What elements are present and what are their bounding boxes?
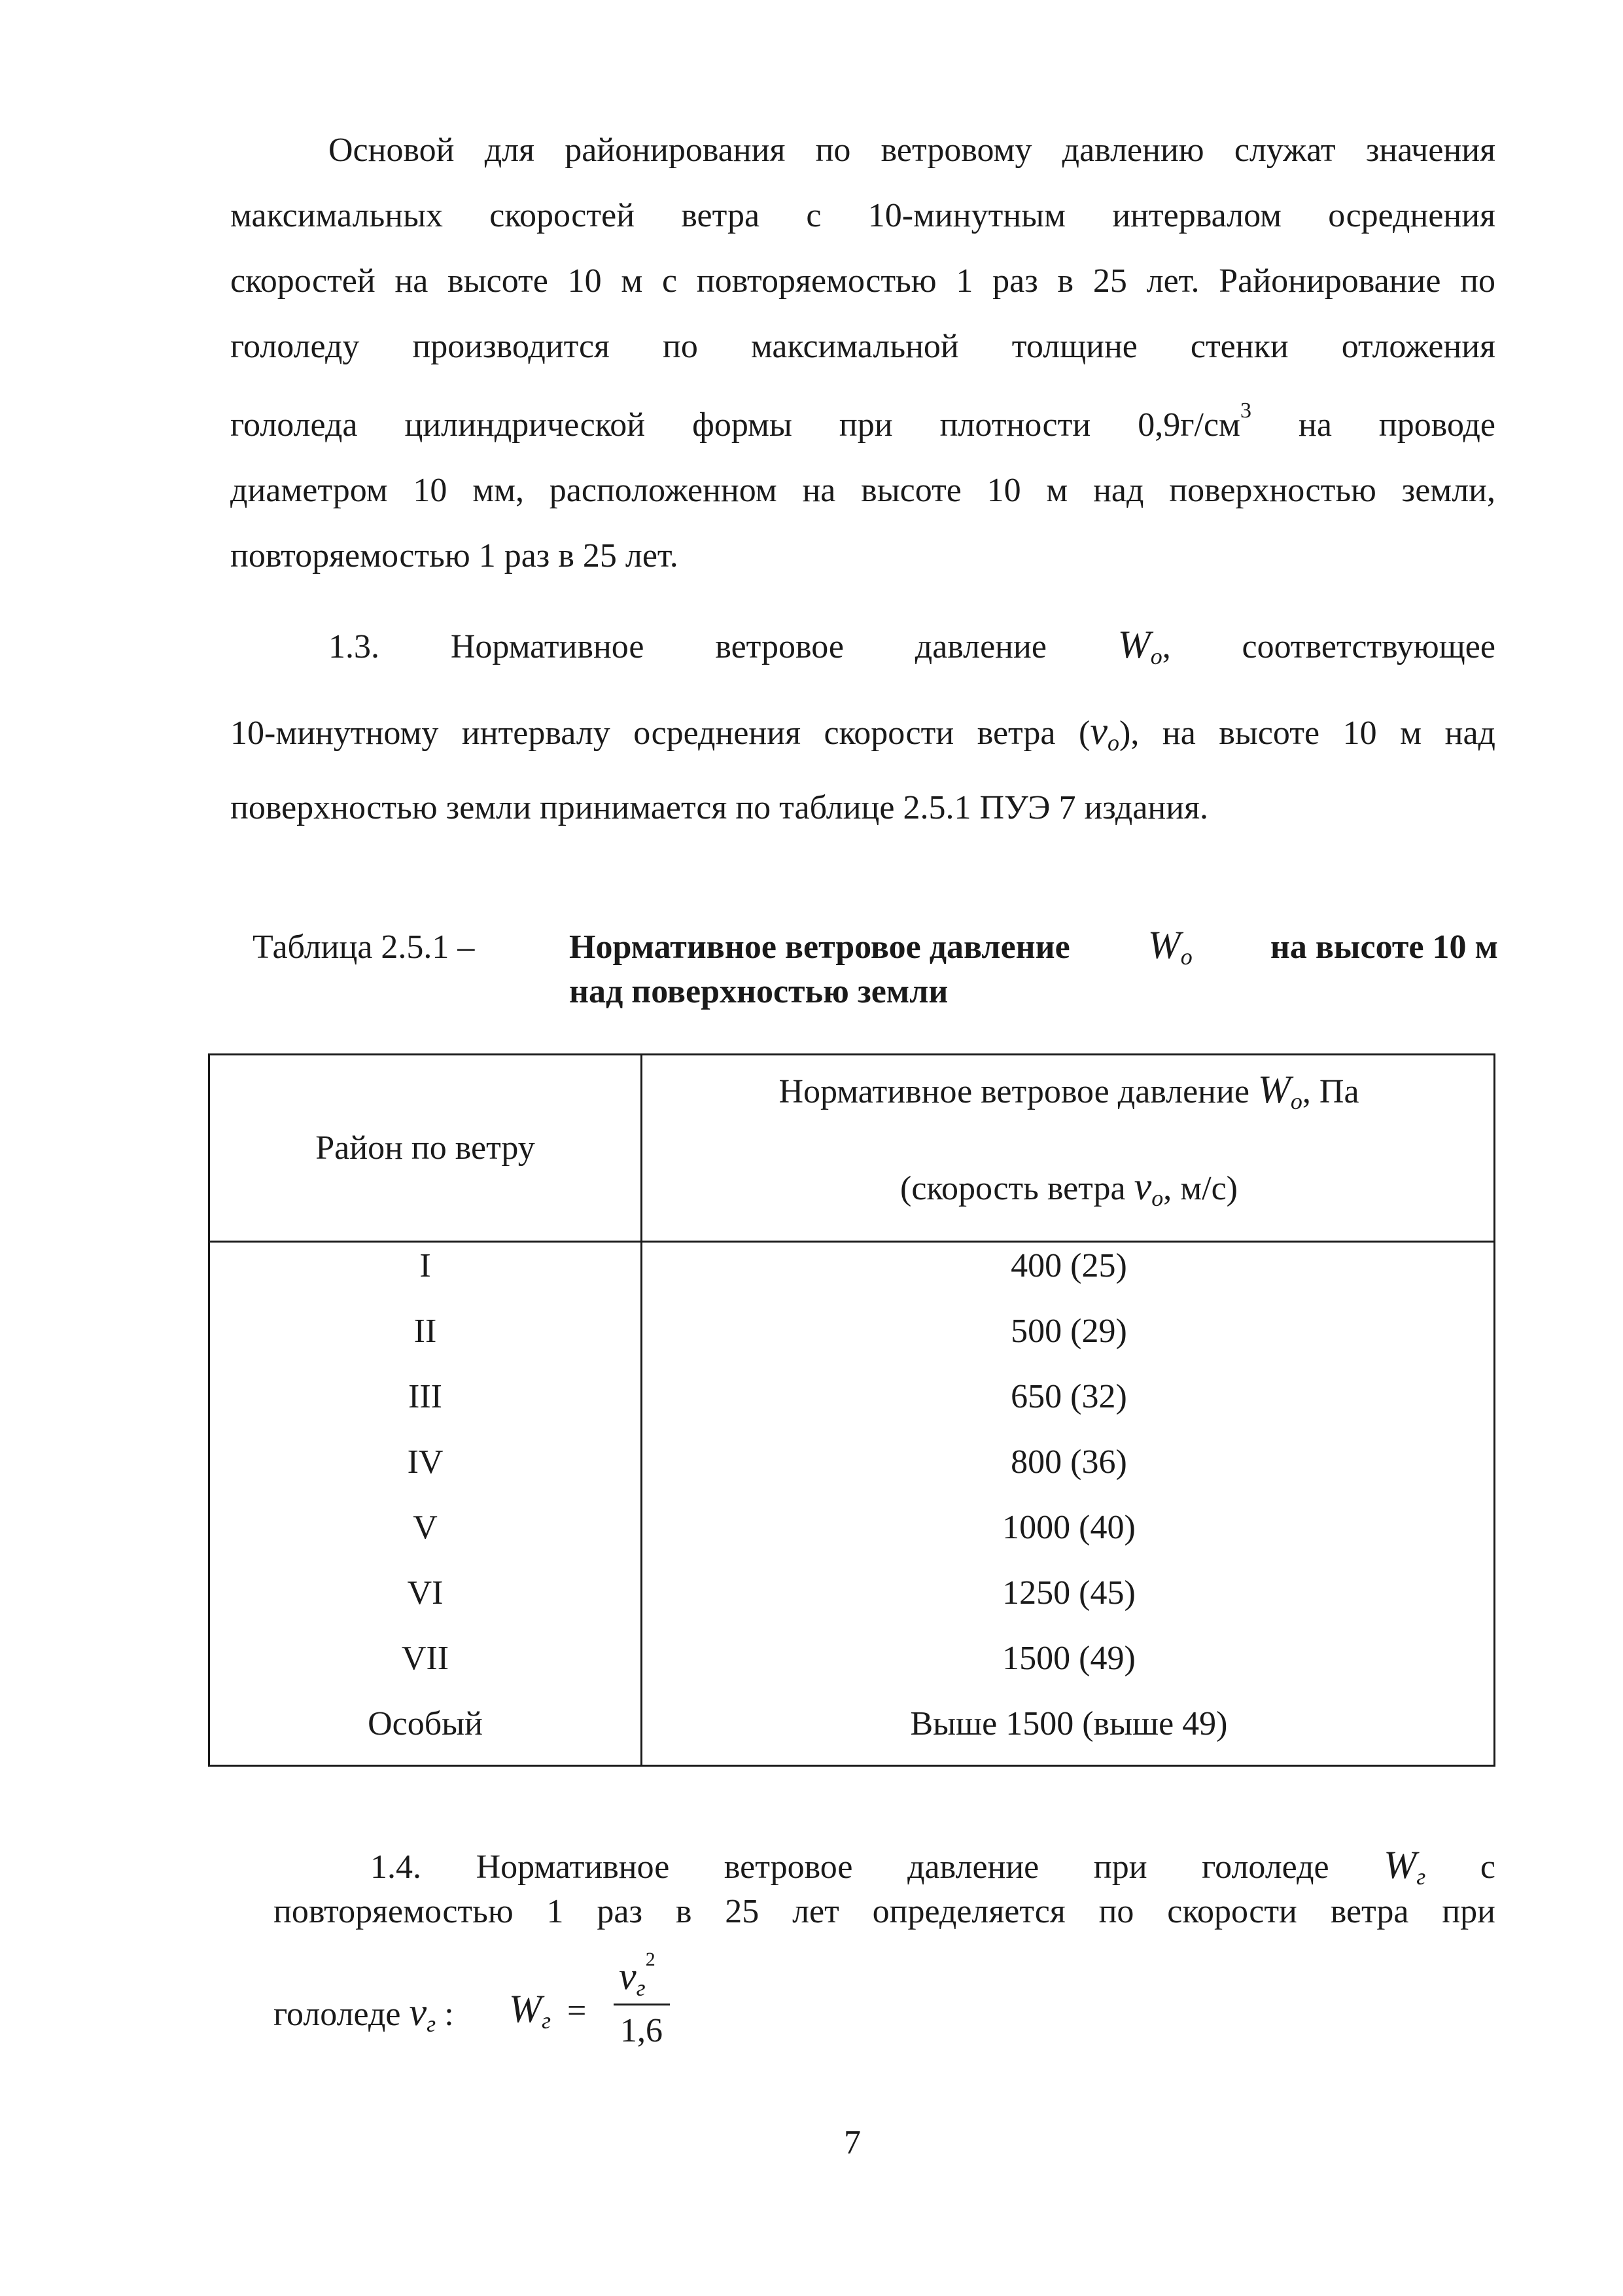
formula-ice-wind-pressure bbox=[509, 1949, 679, 2061]
text-segment: : bbox=[444, 1996, 454, 2033]
text-segment: при bbox=[1093, 1848, 1147, 1886]
table-cell-district: VII bbox=[401, 1640, 449, 1677]
table-caption-line2: над поверхностью земли bbox=[569, 973, 949, 1010]
formula-numerator: $v_г^2$ bbox=[619, 1949, 655, 2001]
text-line bbox=[230, 398, 1495, 445]
formula-lhs: $W_г$ = bbox=[509, 1987, 587, 2034]
table-cell-value: 500 (29) bbox=[1011, 1313, 1127, 1350]
text-segment: гололеде bbox=[273, 1996, 401, 2033]
table-cell-district: VI bbox=[407, 1574, 444, 1612]
text-line bbox=[230, 709, 1495, 756]
text-segment: на проводе bbox=[1251, 406, 1495, 444]
math-variable: $W_o$, bbox=[1117, 623, 1171, 669]
text-segment: на высоте 10 м bbox=[1270, 928, 1498, 966]
text-line: гололеду производится по максимальной толщине стенки отложения bbox=[230, 328, 1495, 365]
text-line: максимальных скоростей ветра с 10-минутным интервалом осреднения bbox=[230, 197, 1495, 234]
wind-pressure-table bbox=[208, 1053, 1495, 1767]
table-header-pressure: Нормативное ветровое давление $W_o$, Па bbox=[778, 1068, 1359, 1114]
text-segment: давление bbox=[907, 1848, 1039, 1886]
math-variable: v bbox=[1090, 709, 1108, 752]
table-divider bbox=[210, 1241, 1493, 1243]
table-cell-district: I bbox=[419, 1247, 431, 1284]
text-segment: Нормативное ветровое давление bbox=[569, 928, 1070, 966]
text-line bbox=[273, 1843, 1495, 1890]
table-cell-value: 800 (36) bbox=[1011, 1443, 1127, 1481]
math-subscript: г bbox=[427, 2011, 436, 2037]
table-cell-district: III bbox=[408, 1378, 442, 1415]
table-cell-value: 650 (32) bbox=[1011, 1378, 1127, 1415]
table-cell-value: 1250 (45) bbox=[1002, 1574, 1136, 1612]
table-header-speed: (скорость ветра $v_o$, м/с) bbox=[900, 1165, 1238, 1211]
text-line: повторяемостью 1 раз в 25 лет определяется по скорости ветра при bbox=[273, 1893, 1495, 1930]
math-variable: $W_o$ bbox=[1147, 923, 1193, 970]
text-segment: давление bbox=[915, 628, 1047, 665]
fraction-bar bbox=[614, 2004, 670, 2005]
table-cell-district: II bbox=[413, 1313, 437, 1350]
text-line: поверхностью земли принимается по таблице 2.5.1 ПУЭ 7 издания. bbox=[230, 789, 1208, 826]
text-segment: соответствующее bbox=[1242, 628, 1495, 665]
page-number: 7 bbox=[844, 2124, 861, 2161]
text-line: Основой для районирования по ветровому давлению служат значения bbox=[328, 132, 1495, 169]
text-line bbox=[273, 1990, 454, 2037]
text-segment: Нормативное bbox=[450, 628, 644, 665]
table-cell-value: 1000 (40) bbox=[1002, 1509, 1136, 1546]
table-header-district: Район по ветру bbox=[315, 1129, 535, 1167]
table-cell-district: Особый bbox=[368, 1705, 483, 1742]
text-line: повторяемостью 1 раз в 25 лет. bbox=[230, 537, 678, 574]
text-segment: ветровое bbox=[715, 628, 844, 665]
table-cell-district: V bbox=[413, 1509, 438, 1546]
math-variable: $W_г$ bbox=[1384, 1843, 1426, 1890]
text-segment: ), на высоте 10 м над bbox=[1119, 715, 1495, 752]
table-cell-value: 400 (25) bbox=[1011, 1247, 1127, 1284]
superscript: 3 bbox=[1240, 398, 1251, 423]
table-cell-value: 1500 (49) bbox=[1002, 1640, 1136, 1677]
math-variable: v bbox=[409, 1990, 427, 2034]
table-caption-label: Таблица 2.5.1 – bbox=[253, 928, 475, 966]
text-segment: гололеда цилиндрической формы при плотности 0,9г/см bbox=[230, 406, 1240, 444]
text-segment: гололеде bbox=[1202, 1848, 1329, 1886]
section-number: 1.4. bbox=[370, 1848, 421, 1886]
text-segment: Нормативное bbox=[476, 1848, 670, 1886]
section-number: 1.3. bbox=[328, 628, 379, 665]
text-line: диаметром 10 мм, расположенном на высоте 10 м над поверхностью земли, bbox=[230, 472, 1495, 509]
text-segment: с bbox=[1480, 1848, 1495, 1886]
math-subscript: o bbox=[1108, 730, 1120, 756]
text-line bbox=[230, 625, 1495, 667]
text-segment: 10-минутному интервалу осреднения скорости ветра ( bbox=[230, 715, 1091, 752]
formula-denominator: 1,6 bbox=[620, 2012, 663, 2049]
text-line: скоростей на высоте 10 м с повторяемостью 1 раз в 25 лет. Районирование по bbox=[230, 262, 1495, 300]
table-caption-title bbox=[569, 923, 1498, 1014]
table-cell-district: IV bbox=[407, 1443, 444, 1481]
table-cell-value: Выше 1500 (выше 49) bbox=[910, 1705, 1228, 1742]
text-segment: ветровое bbox=[724, 1848, 853, 1886]
